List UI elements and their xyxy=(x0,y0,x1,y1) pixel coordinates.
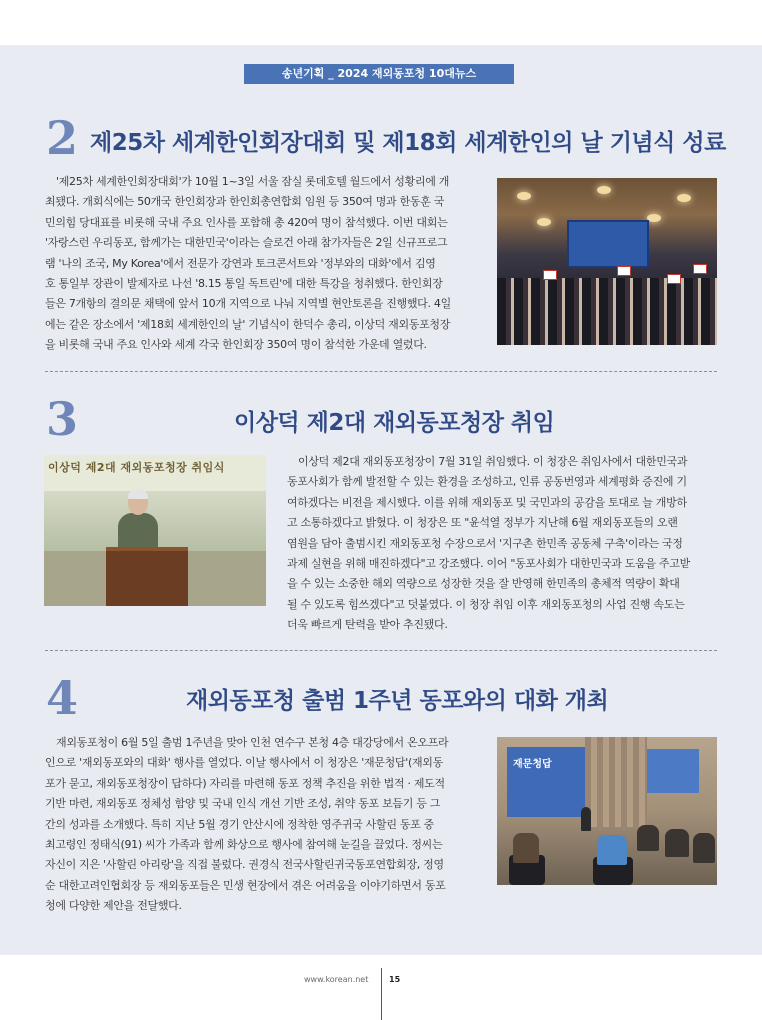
body-line: 민의힘 당대표를 비롯해 국내 주요 인사를 포함해 총 420여 명이 참석했다. 이번 대회는 xyxy=(45,215,448,229)
article-title: 재외동포청 출범 1주년 동포와의 대화 개최 xyxy=(186,688,609,714)
article-number: 3 xyxy=(46,392,79,446)
body-line: 이상덕 제2대 재외동포청장이 7월 31일 취임했다. 이 청장은 취임사에서 대한민국과 xyxy=(298,455,688,468)
body-line: 을 비롯해 국내 주요 인사와 세계 각국 한인회장 350여 명이 참석한 가운데 열렸다. xyxy=(45,338,427,352)
article-title: 이상덕 제2대 재외동포청장 취임 xyxy=(234,410,555,436)
section-divider xyxy=(45,650,717,651)
article-body xyxy=(45,172,485,356)
article-number: 2 xyxy=(46,111,79,165)
footer-divider xyxy=(381,968,382,1020)
body-line: 최됐다. 개회식에는 50개국 한인회장과 한인회총연합회 임원 등 350여 명과 한동훈 국 xyxy=(45,195,445,209)
body-line: 고 소통하겠다고 밝혔다. 이 청장은 또 "윤석열 정부가 지난해 6월 재외동포들의 오랜 xyxy=(287,516,678,530)
podium xyxy=(106,547,188,606)
body-line: 에는 같은 장소에서 '제18회 세계한인의 날' 기념식이 한덕수 총리, 이상덕 재외동포청장 xyxy=(45,317,451,331)
body-line: 과제 실현을 위해 매진하겠다"고 강조했다. 이어 "동포사회가 대한민국과 도움을 주고받 xyxy=(287,557,690,571)
body-line: 순 대한고려인협회장 등 재외동포들은 민생 현장에서 겪은 어려움을 이야기하면서 동포 xyxy=(45,878,446,892)
dialogue-event-photo xyxy=(497,737,717,885)
article-number: 4 xyxy=(46,671,79,725)
body-line: 여하겠다는 비전을 제시했다. 이를 위해 재외동포 및 국민과의 공감을 토대로 늘 개방하 xyxy=(287,495,687,509)
body-line: 최고령인 정태식(91) 씨가 가족과 함께 화상으로 행사에 참여해 눈길을 끌었다. 정씨는 xyxy=(45,838,443,852)
section-banner: 송년기획 _ 2024 재외동포청 10대뉴스 xyxy=(244,64,514,84)
body-line: 염원을 담아 출범시킨 재외동포청 수장으로서 '지구촌 한민족 공동체 구축'이라는 국정 xyxy=(287,536,683,550)
article-title: 제25차 세계한인회장대회 및 제18회 세계한인의 날 기념식 성료 xyxy=(90,130,726,156)
inauguration-photo xyxy=(44,455,266,606)
body-line: 호 통일부 장관이 발제자로 나선 '8.15 통일 독트린'에 대한 특강을 청취했다. 한인회장 xyxy=(45,277,443,291)
body-line: 기반 마련, 재외동포 정체성 함양 및 국내 인식 개선 기반 조성, 취약 동포 보듬기 등 그 xyxy=(45,797,441,811)
photo-banner-text: 이상덕 제2대 재외동포청장 취임식 xyxy=(48,461,225,474)
body-line: 간의 성과를 소개했다. 특히 지난 5월 경기 안산시에 정착한 영주귀국 사할린 동포 중 xyxy=(45,817,435,831)
body-line: '자랑스런 우리동포, 함께가는 대한민국'이라는 슬로건 아래 참가자들은 2일 신규프로그 xyxy=(45,236,448,250)
article-body xyxy=(45,733,483,917)
body-line: 을 수 있는 소중한 해외 역량으로 성장한 것을 잘 반영해 한민족의 총체적 역량이 확대 xyxy=(287,577,680,591)
top-margin xyxy=(0,0,762,45)
body-line: 동포사회가 함께 발전할 수 있는 환경을 조성하고, 인류 공동번영과 세계평화 증진에 기 xyxy=(287,475,687,489)
body-line: 들은 7개항의 결의문 채택에 앞서 10개 지역으로 나눠 지역별 현안토론을 진행했다. 4일 xyxy=(45,297,451,311)
body-line: 재외동포청이 6월 5일 출범 1주년을 맞아 인천 연수구 본청 4층 대강당에서 온오프라 xyxy=(56,736,449,749)
body-line: 청에 다양한 제안을 전달했다. xyxy=(45,899,182,913)
body-line: 포가 묻고, 재외동포청장이 답하다) 자리를 마련해 동포 정책 추진을 위한 법적 · 제도적 xyxy=(45,776,445,790)
page-number: 15 xyxy=(389,975,401,984)
stage-screen xyxy=(567,220,649,268)
article-body xyxy=(287,452,717,636)
body-line: 인으로 '재외동포와의 대화' 행사를 열었다. 이날 행사에서 이 청장은 '재문청답'(재외동 xyxy=(45,756,443,770)
photo-banner-text: 재문청답 xyxy=(513,759,552,770)
banquet-photo xyxy=(497,178,717,345)
body-line: 더욱 빠르게 탄력을 받아 추진됐다. xyxy=(287,618,448,632)
body-line: 램 '나의 조국, My Korea'에서 전문가 강연과 토크콘서트와 '정부와의 대화'에서 김영 xyxy=(45,256,436,270)
body-line: 자신이 지은 '사할린 아리랑'을 직접 불렀다. 권경식 전국사할린귀국동포연합회장, 정영 xyxy=(45,858,444,872)
footer-site: www.korean.net xyxy=(304,975,369,984)
section-divider xyxy=(45,371,717,372)
body-line: '제25차 세계한인회장대회'가 10월 1~3일 서울 잠실 롯데호텔 월드에서 성황리에 개 xyxy=(56,175,450,188)
body-line: 될 수 있도록 힘쓰겠다"고 덧붙였다. 이 청장 취임 이후 재외동포청의 사업 진행 속도는 xyxy=(287,597,685,611)
